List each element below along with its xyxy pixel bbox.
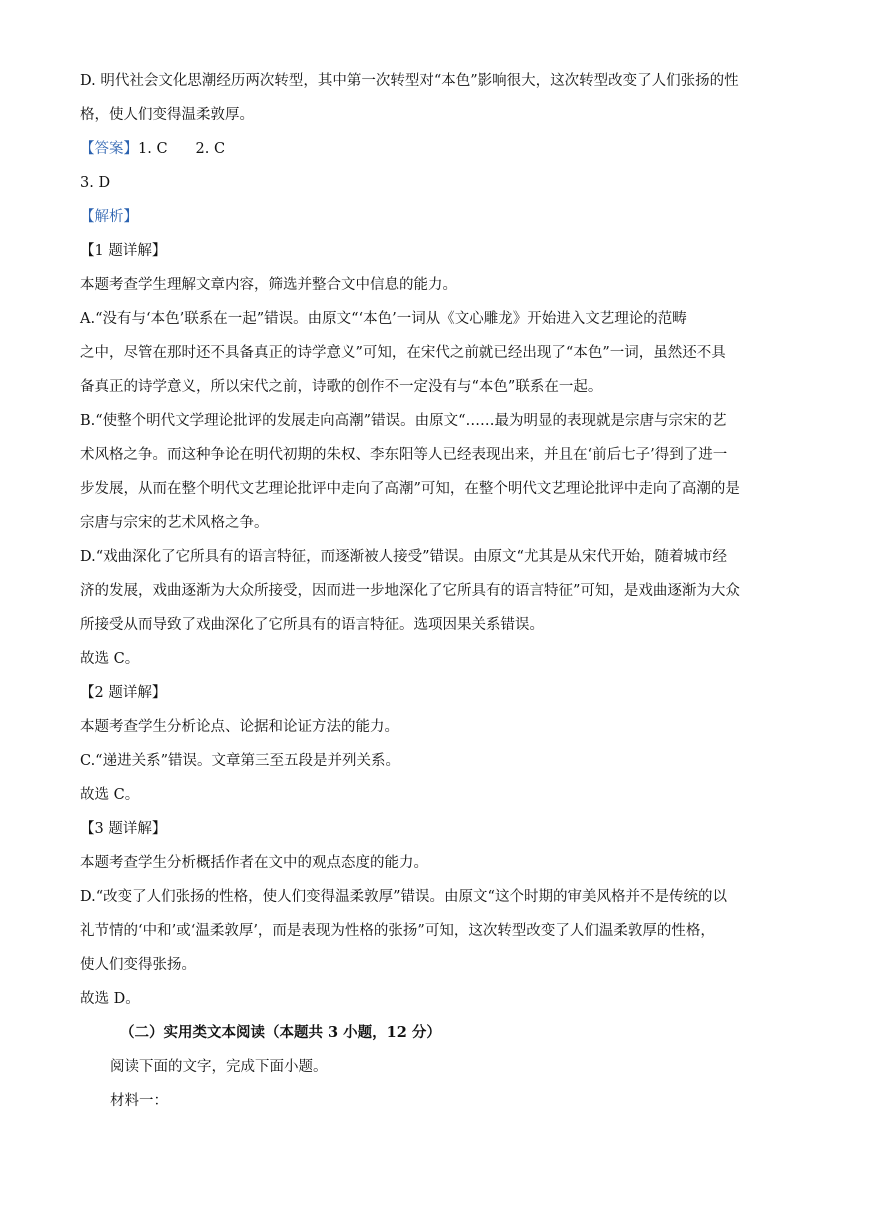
q1-b-line: 宗唐与宗宋的艺术风格之争。 [80, 515, 269, 531]
q3-title: 【3 题详解】 [80, 821, 167, 837]
answer-line [80, 132, 792, 166]
q1-conclusion: 故选 C。 [80, 651, 140, 667]
q1-a-line: A.“没有与‘本色’联系在一起”错误。由原文“‘本色’一词从《文心雕龙》开始进入文艺理论的范畴 [80, 311, 687, 327]
q3-d-line: 使人们变得张扬。 [80, 957, 196, 973]
document-page [80, 64, 792, 1118]
q1-intro: 本题考查学生理解文章内容，筛选并整合文中信息的能力。 [80, 277, 457, 293]
q3-d-line: 礼节情的‘中和’或‘温柔敦厚’，而是表现为性格的张扬”可知，这次转型改变了人们温柔敦厚的性格， [80, 923, 715, 939]
material-1-label: 材料一： [110, 1093, 168, 1109]
option-d-line-2: 格，使人们变得温柔敦厚。 [80, 107, 254, 123]
q3-d-line: D.“改变了人们张扬的性格，使人们变得温柔敦厚”错误。由原文“这个时期的审美风格并不是传统的以 [80, 889, 727, 905]
q1-b-line: B.“使整个明代文学理论批评的发展走向高潮”错误。由原文“……最为明显的表现就是宗唐与宗宋的艺 [80, 413, 727, 429]
q2-c-line: C.“递进关系”错误。文章第三至五段是并列关系。 [80, 753, 401, 769]
q2-title: 【2 题详解】 [80, 685, 167, 701]
q2-conclusion: 故选 C。 [80, 787, 140, 803]
section-2-instruction: 阅读下面的文字，完成下面小题。 [110, 1059, 328, 1075]
q1-b-line: 步发展，从而在整个明代文艺理论批评中走向了高潮”可知，在整个明代文艺理论批评中走向了高潮的是 [80, 481, 740, 497]
q2-intro: 本题考查学生分析论点、论据和论证方法的能力。 [80, 719, 399, 735]
answer-1: 1. C [138, 141, 168, 157]
analysis-label: 【解析】 [80, 209, 138, 225]
q1-d-line: 济的发展，戏曲逐渐为大众所接受，因而进一步地深化了它所具有的语言特征”可知，是戏曲逐渐为大众 [80, 583, 740, 599]
q1-title: 【1 题详解】 [80, 243, 167, 259]
answer-3: 3. D [80, 175, 111, 191]
q1-d-line: D.“戏曲深化了它所具有的语言特征，而逐渐被人接受”错误。由原文“尤其是从宋代开始，随着城市经 [80, 549, 727, 565]
q3-intro: 本题考查学生分析概括作者在文中的观点态度的能力。 [80, 855, 428, 871]
q3-conclusion: 故选 D。 [80, 991, 140, 1007]
q1-d-line: 所接受从而导致了戏曲深化了它所具有的语言特征。选项因果关系错误。 [80, 617, 544, 633]
q1-a-line: 备真正的诗学意义，所以宋代之前，诗歌的创作不一定没有与“本色”联系在一起。 [80, 379, 603, 395]
option-d-line-1: D. 明代社会文化思潮经历两次转型，其中第一次转型对“本色”影响很大，这次转型改变了人们张扬的性 [80, 73, 739, 89]
section-2-heading: （二）实用类文本阅读（本题共 3 小题，12 分） [120, 1024, 441, 1041]
answer-2: 2. C [195, 141, 226, 157]
q1-b-line: 术风格之争。而这种争论在明代初期的朱权、李东阳等人已经表现出来，并且在‘前后七子’得到了进一 [80, 447, 728, 463]
q1-a-line: 之中，尽管在那时还不具备真正的诗学意义”可知，在宋代之前就已经出现了“本色”一词，虽然还不具 [80, 345, 726, 361]
answer-label: 【答案】 [80, 141, 138, 157]
